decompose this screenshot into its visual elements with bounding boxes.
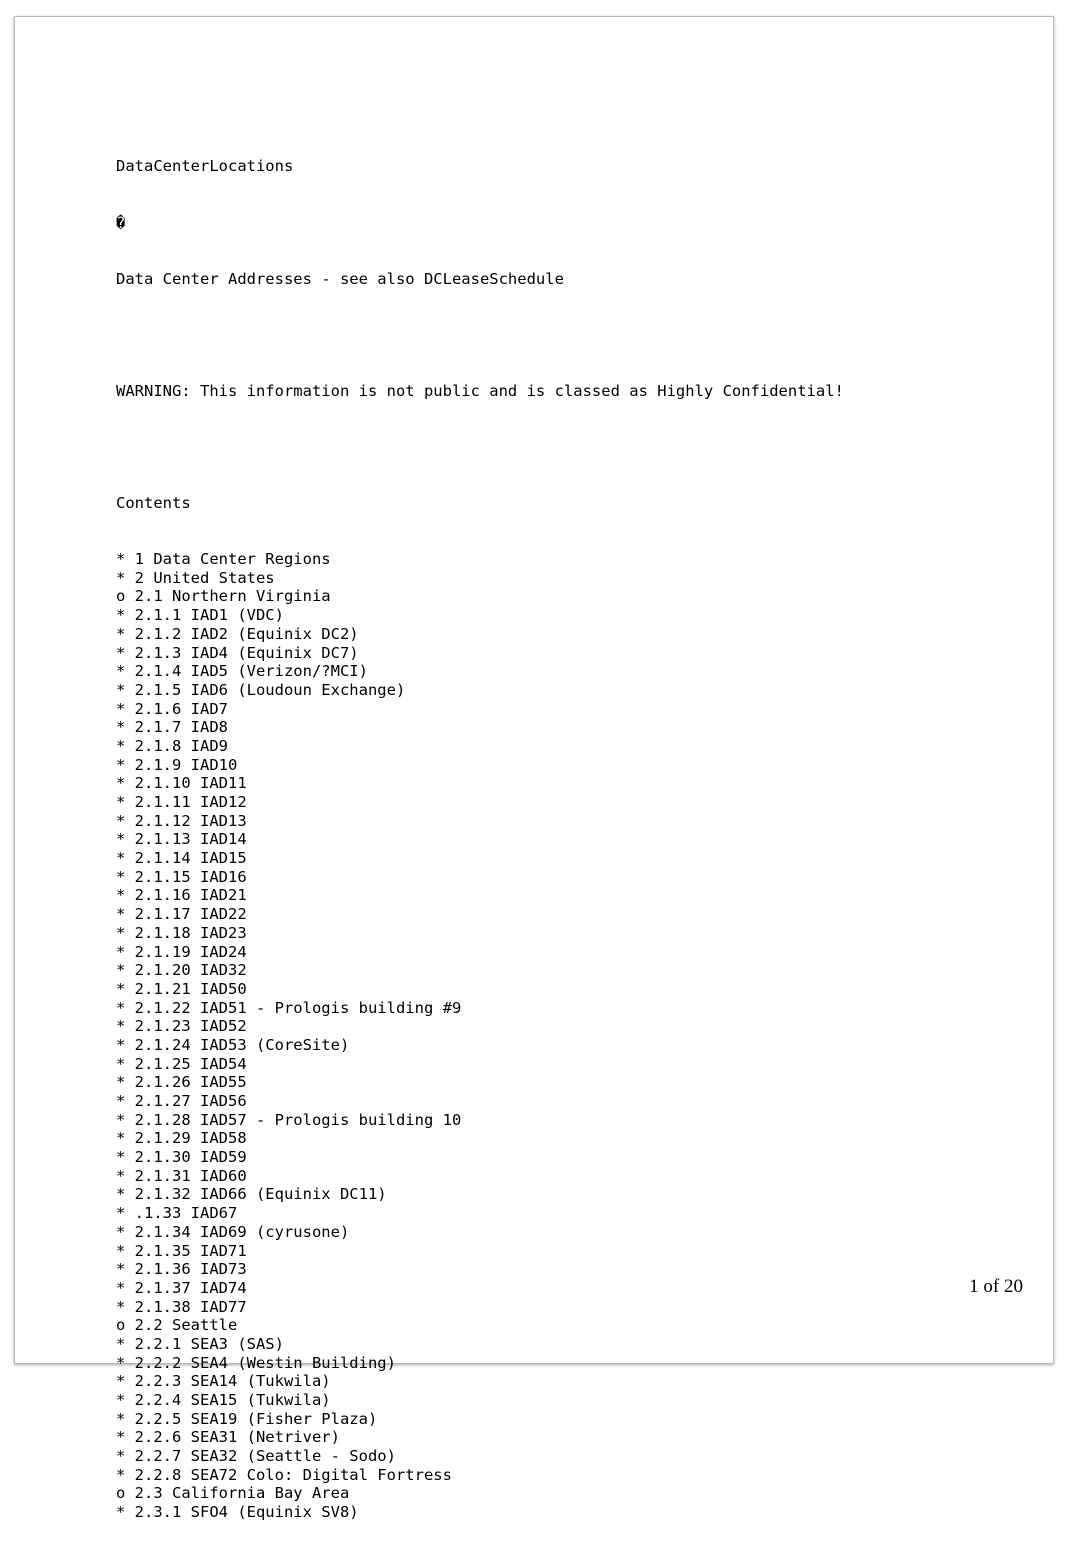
toc-entry: * 2.1.2 IAD2 (Equinix DC2) xyxy=(116,624,359,643)
toc-entry: * 2.1.36 IAD73 xyxy=(116,1260,247,1279)
page-number: 1 of 20 xyxy=(969,1276,1023,1297)
toc-entry: * 2.2.5 SEA19 (Fisher Plaza) xyxy=(116,1409,378,1428)
toc-entry: * 2.1.13 IAD14 xyxy=(116,830,247,849)
toc-entry: * 2.1.12 IAD13 xyxy=(116,811,247,830)
toc-entry: * 2.2.3 SEA14 (Tukwila) xyxy=(116,1372,331,1391)
toc-entry: * 2.2.1 SEA3 (SAS) xyxy=(116,1334,284,1353)
toc-entry: * 2.1.4 IAD5 (Verizon/?MCI) xyxy=(116,662,368,681)
toc-entry: o 2.1 Northern Virginia xyxy=(116,587,331,606)
page-content xyxy=(116,120,844,1559)
toc-entry: * 2.1.10 IAD11 xyxy=(116,774,247,793)
page-subtitle: Data Center Addresses - see also DCLeaseSchedule xyxy=(116,269,564,288)
toc-entry: * 2.1.11 IAD12 xyxy=(116,793,247,811)
toc-entry: * 2.1.5 IAD6 (Loudoun Exchange) xyxy=(116,680,406,699)
toc-entry: * 2.1.30 IAD59 xyxy=(116,1148,247,1167)
toc-entry: * 2 United States xyxy=(116,568,275,587)
toc-entry: * 2.2.7 SEA32 (Seattle - Sodo) xyxy=(116,1447,396,1466)
toc-entry: * 2.1.27 IAD56 xyxy=(116,1092,247,1110)
toc-entry: * 2.1.6 IAD7 xyxy=(116,699,228,718)
toc-entry: * 2.1.14 IAD15 xyxy=(116,849,247,868)
page-title: DataCenterLocations xyxy=(116,157,294,176)
toc-entry: * 2.1.28 IAD57 - Prologis building 10 xyxy=(116,1110,462,1129)
unknown-glyph: � xyxy=(116,213,126,232)
toc-entry: * 2.1.32 IAD66 (Equinix DC11) xyxy=(116,1185,387,1204)
toc-entry: * 2.1.18 IAD23 xyxy=(116,923,247,942)
toc-entry: * 1 Data Center Regions xyxy=(116,550,331,569)
toc-entry: * 2.1.8 IAD9 xyxy=(116,736,228,755)
warning-text: WARNING: This information is not public and is classed as Highly Confidential! xyxy=(116,381,844,400)
table-of-contents xyxy=(116,550,844,1522)
document-page xyxy=(14,16,1054,1522)
toc-entry: * 2.1.1 IAD1 (VDC) xyxy=(116,606,284,625)
toc-entry: * 2.1.23 IAD52 xyxy=(116,1017,247,1036)
toc-entry: * 2.1.3 IAD4 (Equinix DC7) xyxy=(116,643,359,662)
toc-entry: * 2.1.15 IAD16 xyxy=(116,867,247,886)
toc-entry: * 2.1.21 IAD50 xyxy=(116,979,247,998)
toc-entry: * 2.2.6 SEA31 (Netriver) xyxy=(116,1428,340,1447)
toc-entry: * 2.1.20 IAD32 xyxy=(116,961,247,980)
toc-entry: * 2.1.25 IAD54 xyxy=(116,1054,247,1073)
toc-entry: * 2.2.4 SEA15 (Tukwila) xyxy=(116,1391,331,1409)
toc-entry: * 2.1.19 IAD24 xyxy=(116,942,247,961)
toc-entry: * .1.33 IAD67 xyxy=(116,1204,238,1223)
toc-entry: * 2.1.9 IAD10 xyxy=(116,755,238,774)
toc-entry: * 2.1.34 IAD69 (cyrusone) xyxy=(116,1222,350,1241)
toc-entry: * 2.1.38 IAD77 xyxy=(116,1297,247,1316)
toc-entry: * 2.1.37 IAD74 xyxy=(116,1278,247,1297)
toc-entry: * 2.1.35 IAD71 xyxy=(116,1241,247,1260)
toc-entry: * 2.3.1 SFO4 (Equinix SV8) xyxy=(116,1503,359,1522)
toc-entry: * 2.2.2 SEA4 (Westin Building) xyxy=(116,1353,396,1372)
toc-entry: o 2.3 California Bay Area xyxy=(116,1484,350,1503)
toc-entry: * 2.1.31 IAD60 xyxy=(116,1166,247,1185)
toc-entry: * 2.1.22 IAD51 - Prologis building #9 xyxy=(116,998,462,1017)
toc-entry: * 2.1.24 IAD53 (CoreSite) xyxy=(116,1035,350,1054)
toc-entry: * 2.1.16 IAD21 xyxy=(116,886,247,905)
toc-entry: * 2.2.8 SEA72 Colo: Digital Fortress xyxy=(116,1465,452,1484)
toc-entry: * 2.1.7 IAD8 xyxy=(116,718,228,737)
contents-heading: Contents xyxy=(116,493,191,512)
spacer xyxy=(116,438,844,457)
spacer xyxy=(116,326,844,345)
toc-entry: o 2.2 Seattle xyxy=(116,1316,238,1335)
toc-entry: * 2.1.26 IAD55 xyxy=(116,1073,247,1092)
toc-entry: * 2.1.29 IAD58 xyxy=(116,1129,247,1148)
toc-entry: * 2.1.17 IAD22 xyxy=(116,905,247,924)
